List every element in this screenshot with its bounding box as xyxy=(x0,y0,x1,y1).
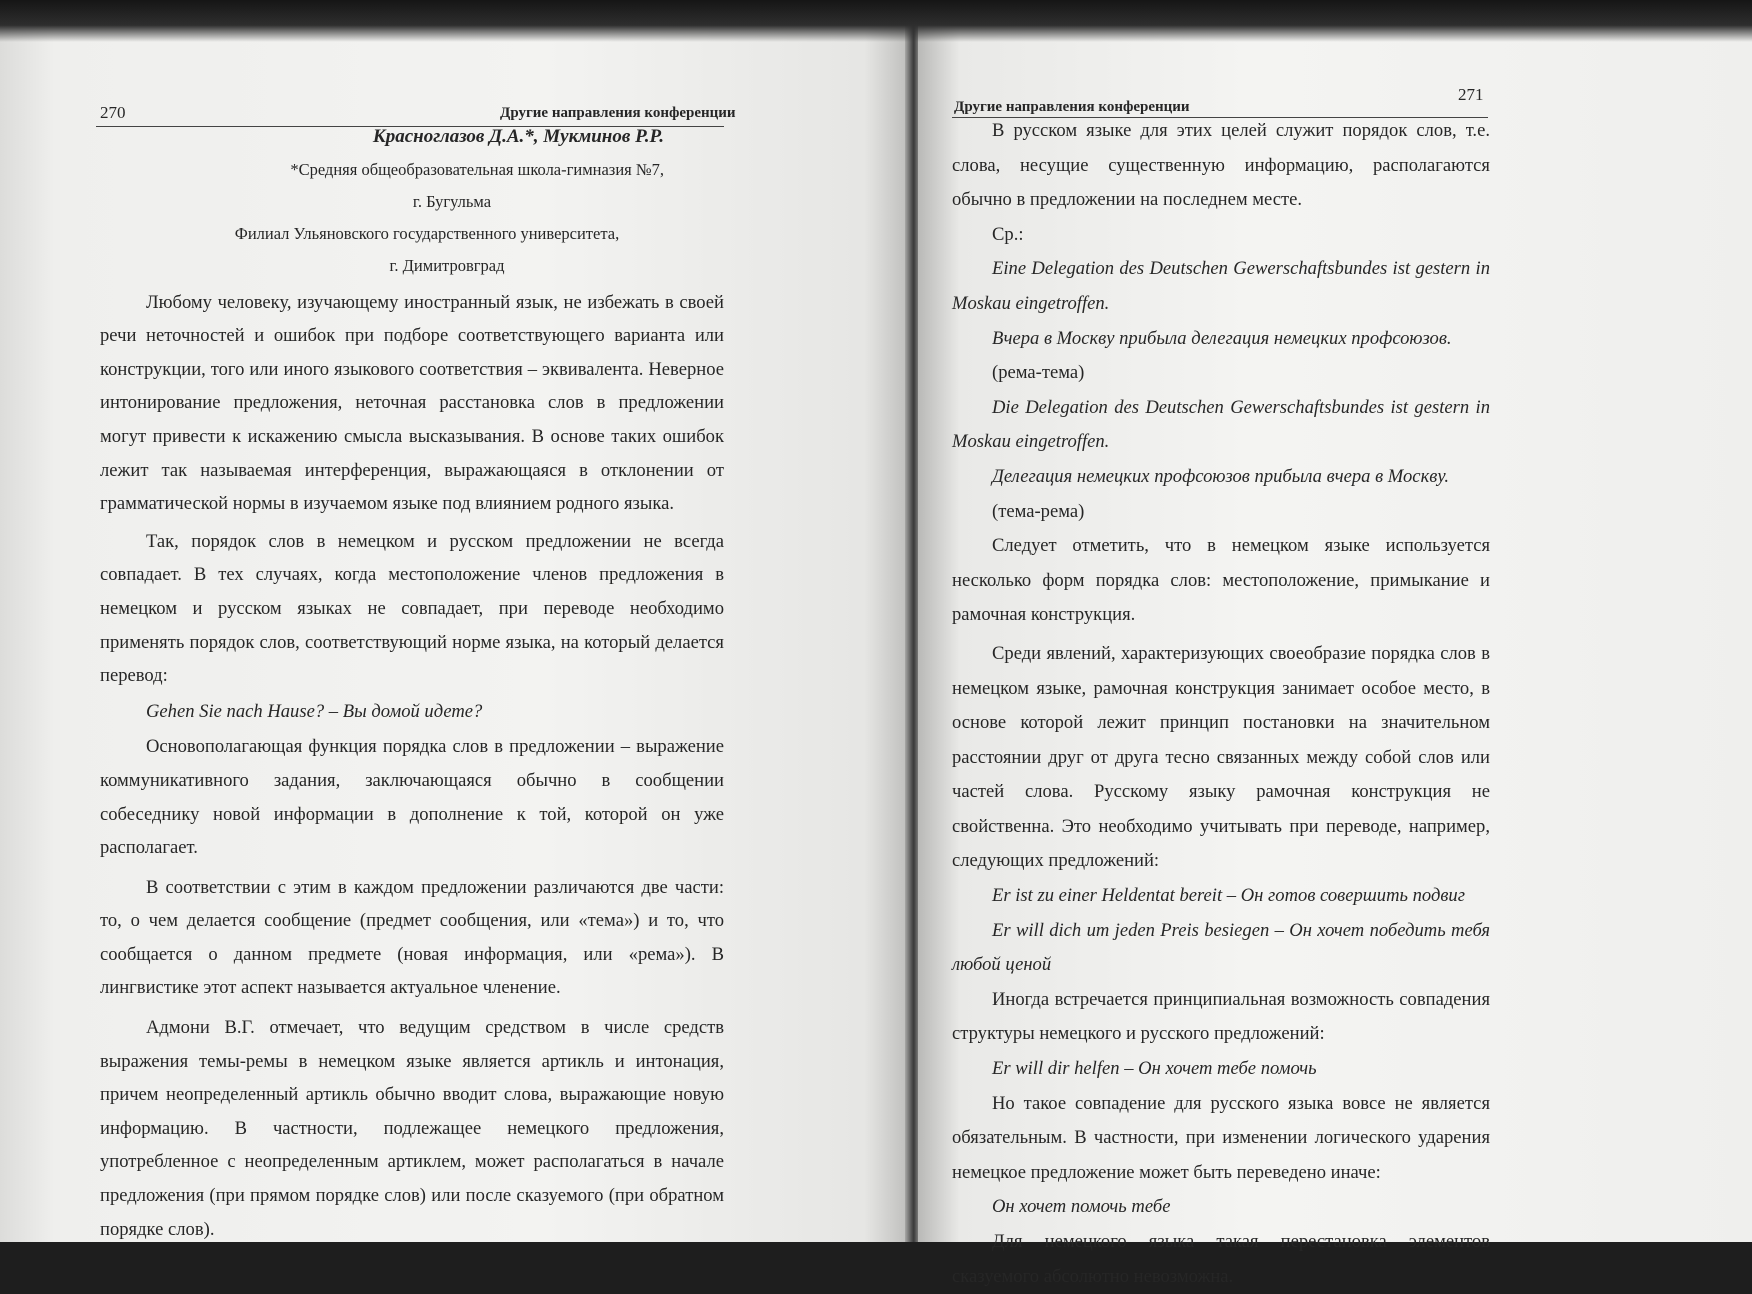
example-sentence: Er will dir helfen – Он хочет тебе помочь xyxy=(992,1058,1317,1080)
example-sentence: Он хочет помочь тебе xyxy=(992,1196,1171,1218)
example-sentence: Делегация немецких профсоюзов прибыла вчера в Москву. xyxy=(992,465,1450,487)
authors: Красноглазов Д.А.*, Мукминов Р.Р. xyxy=(372,126,664,147)
running-title: Другие направления конференции xyxy=(954,99,1190,115)
example-sentence: Вчера в Москву прибыла делегация немецких профсоюзов. xyxy=(992,327,1452,349)
paragraph: Следует отметить, что в немецком языке используется несколько форм порядка слов: местоположение, примыкание и рамочная конструкция. xyxy=(952,535,1490,626)
affiliation-line: *Средняя общеобразовательная школа-гимназия №7, xyxy=(290,159,664,179)
paragraph: Иногда встречается принципиальная возможность совпадения структуры немецкого и русского предложений: xyxy=(952,988,1490,1045)
affiliation-line: Филиал Ульяновского государственного университета, xyxy=(234,223,620,243)
example-sentence: Er will dich um jeden Preis besiegen – Он хочет победить тебя любой ценой xyxy=(952,919,1490,976)
affiliation-line: г. Димитровград xyxy=(389,255,505,275)
paragraph: Для немецкого языка такая перестановка элементов сказуемого абсолютно невозможна. xyxy=(952,1231,1490,1287)
paragraph: Основополагающая функция порядка слов в предложении – выражение коммуникативного задания, заключающаяся обычно в сообщении собеседнику новой информации в дополнение к той, которой он уже располагает. xyxy=(100,736,724,859)
example-sentence: Er ist zu einer Heldentat bereit – Он готов совершить подвиг xyxy=(992,885,1465,907)
paragraph: Ср.: xyxy=(992,223,1024,245)
example-sentence: Die Delegation des Deutschen Gewerschaftsbundes ist gestern in Moskau eingetroffen. xyxy=(952,396,1490,453)
paragraph: В русском языке для этих целей служит порядок слов, т.е. слова, несущие существенную информацию, располагаются обычно в предложении на последнем месте. xyxy=(952,120,1490,211)
page-number: 271 xyxy=(1458,85,1484,104)
left-page xyxy=(0,0,910,1242)
affiliation-line: г. Бугульма xyxy=(412,191,492,211)
right-page xyxy=(918,0,1752,1287)
paragraph: Среди явлений, характеризующих своеобразие порядка слов в немецком языке, рамочная конструкция занимает особое место, в основе которой лежит принцип постановки на значительном расстоянии друг от друга тесно связанных между собой слов или частей слова. Русскому языку рамочная конструкция не свойственна. Это необходимо учитывать при переводе, например, следующих предложений: xyxy=(952,642,1490,872)
paragraph: Любому человеку, изучающему иностранный язык, не избежать в своей речи неточностей и ошибок при подборе соответствующего варианта или конструкции, того или иного языкового соответствия – эквивалента. Неверное интонирование предложения, неточная расстановка слов в предложении могут привести к искажению смысла высказывания. В основе таких ошибок лежит так называемая интерференция, выражающаяся в отклонении от грамматической нормы в изучаемом языке под влиянием родного языка. xyxy=(100,291,724,515)
left-column xyxy=(100,120,724,1246)
example-sentence: Gehen Sie nach Hause? – Вы домой идете? xyxy=(146,700,483,722)
scan-top-shadow xyxy=(0,0,1752,42)
paragraph: Адмони В.Г. отмечает, что ведущим средством в числе средств выражения темы-ремы в немецком языке является артикль и интонация, причем неопределенный артикль обычно вводит слова, выражающие новую информацию. В частности, подлежащее немецкого предложения, употребленное с неопределенным артиклем, может располагаться в начале предложения (при прямом порядке слов) или после сказуемого (при обратном порядке слов). xyxy=(100,1017,724,1240)
paragraph: (рема-тема) xyxy=(992,362,1085,384)
running-title: Другие направления конференции xyxy=(500,105,736,121)
example-sentence: Eine Delegation des Deutschen Gewerschaftsbundes ist gestern in Moskau eingetroffen. xyxy=(952,258,1490,314)
paragraph: В соответствии с этим в каждом предложении различаются две части: то, о чем делается сообщение (предмет сообщения, или «тема») и то, что сообщается о данном предмете (новая информация, или «рема»). В лингвистике этот аспект называется актуальное членение. xyxy=(100,876,724,999)
page-number: 270 xyxy=(100,103,126,122)
paragraph: Но такое совпадение для русского языка вовсе не является обязательным. В частности, при изменении логического ударения немецкое предложение может быть переведено иначе: xyxy=(952,1092,1490,1183)
paragraph: (тема-рема) xyxy=(992,500,1085,522)
right-column xyxy=(952,114,1490,1294)
paragraph: Так, порядок слов в немецком и русском предложении не всегда совпадает. В тех случаях, когда местоположение членов предложения в немецком и русском языках не совпадает, при переводе необходимо применять порядок слов, соответствующий норме языка, на который делается перевод: xyxy=(100,530,724,687)
